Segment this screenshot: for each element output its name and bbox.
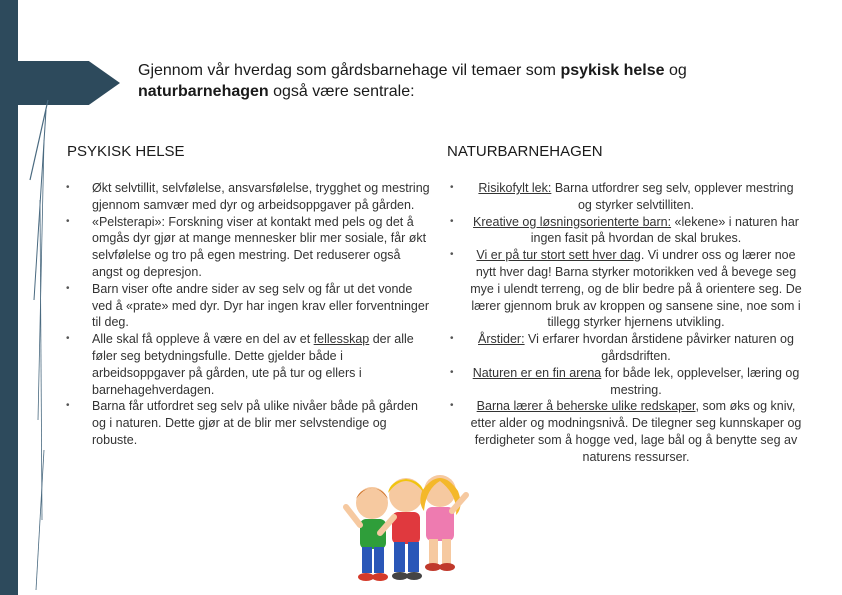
headline-bold-psykisk: psykisk helse bbox=[560, 62, 665, 79]
list-item-underlined: Kreative og løsningsorienterte barn: bbox=[473, 214, 672, 229]
list-item-underlined: Barna lærer å beherske ulike redskaper bbox=[476, 399, 696, 414]
list-item-text: «Pelsterapi»: Forskning viser at kontakt med pels og det å omgås dyr gjør at mange mennesker blir mer sosiale, får økt selvfølelse og tro på egen mestring. Det reduserer også angst og depresjon. bbox=[92, 214, 427, 279]
page-headline bbox=[138, 60, 788, 102]
naturbarnehagen-list bbox=[450, 180, 802, 466]
left-column-title: PSYKISK HELSE bbox=[67, 143, 185, 160]
list-item-text: , som øks og kniv, etter alder og modningsnivå. De tilegner seg kunnskaper og ferdigheter som å hogge ved, lage bål og å benytte seg av naturens ressurser. bbox=[470, 399, 802, 464]
list-item-underlined: Vi er på tur stort sett hver dag bbox=[476, 248, 641, 263]
list-item-text: Alle skal få oppleve å være en del av et bbox=[92, 332, 314, 347]
headline-mid: og bbox=[664, 62, 687, 79]
list-item-text: «lekene» i naturen har ingen fasit på hvordan de skal brukes. bbox=[530, 214, 799, 246]
list-item bbox=[66, 331, 430, 398]
list-item-underlined: Naturen er en fin arena bbox=[472, 365, 602, 380]
list-item-text: Barna får utfordret seg selv på ulike nivåer både på gården og i naturen. Dette gjør at de blir mer selvstendige og robuste. bbox=[92, 399, 418, 447]
headline-prefix: Gjennom vår hverdag som gårdsbarnehage vil temaer som bbox=[138, 62, 561, 79]
list-item-text: Barn viser ofte andre sider av seg selv og får ut det vonde ved å «prate» med dyr. Dyr har ingen krav eller forventninger til deg. bbox=[92, 281, 429, 330]
list-item bbox=[66, 180, 430, 214]
list-item bbox=[450, 331, 802, 365]
list-item bbox=[450, 398, 802, 465]
list-item-text: Vi erfarer hvordan årstidene påvirker naturen og gårdsdriften. bbox=[524, 332, 794, 363]
list-item bbox=[450, 247, 802, 331]
list-item-text: Barna utfordrer seg selv, opplever mestring og styrker selvtilliten. bbox=[551, 181, 794, 212]
psykisk-helse-list bbox=[66, 180, 430, 449]
list-item-underlined: fellesskap bbox=[313, 332, 370, 347]
list-item bbox=[66, 281, 430, 331]
list-item-text: . Vi undrer oss og lærer noe nytt hver dag! Barna styrker motorikken ved å bevege seg mye i ulendt terreng, og de blir bedre på å orientere seg. De lærer gjennom bruk av kroppen og sansene sine, noe som i tillegg styrker hjernens utvikling. bbox=[470, 248, 802, 330]
list-item-text: for både lek, opplevelser, læring og mestring. bbox=[601, 365, 800, 397]
list-item-underlined: Risikofylt lek: bbox=[478, 181, 552, 195]
jumping-children-illustration bbox=[340, 455, 470, 590]
list-item bbox=[66, 398, 430, 448]
list-item-text: Økt selvtillit, selvfølelse, ansvarsfølelse, trygghet og mestring gjennom samvær med dyr og arbeidsoppgaver på gården. bbox=[92, 181, 430, 212]
list-item bbox=[450, 214, 802, 248]
headline-bold-natur: naturbarnehagen bbox=[138, 83, 269, 100]
list-item-text: der alle føler seg betydningsfulle. Dette gjelder både i arbeidsoppgaver på gården, ute på tur og ellers i barnehagehverdagen. bbox=[92, 332, 414, 397]
list-item bbox=[66, 214, 430, 281]
list-item bbox=[450, 365, 802, 399]
list-item-underlined: Årstider: bbox=[478, 332, 525, 347]
list-item bbox=[450, 180, 802, 214]
right-column-title: NATURBARNEHAGEN bbox=[447, 143, 603, 160]
headline-suffix: også være sentrale: bbox=[268, 83, 415, 100]
